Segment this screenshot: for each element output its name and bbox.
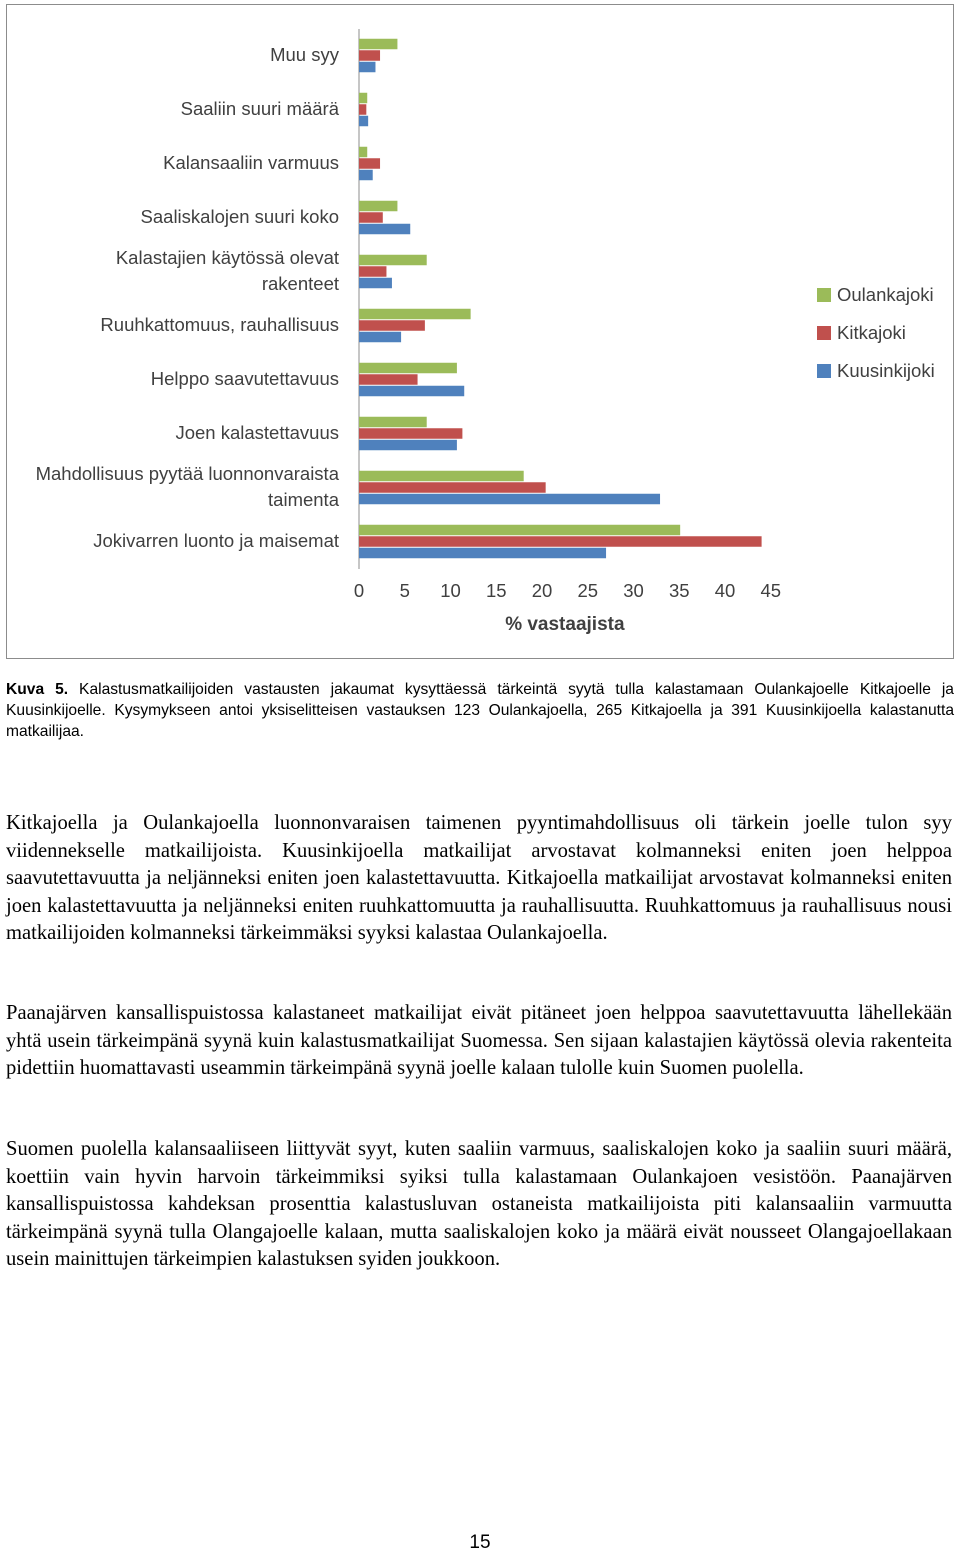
bar-kitkajoki-9: [359, 50, 380, 61]
bar-oulankajoki-3: [359, 363, 457, 374]
body-paragraph-3: Suomen puolella kalansaaliiseen liittyvät syyt, kuten saaliin varmuus, saaliskalojen koko ja saaliin suuri määrä, koettiin vain hyvin harvoin tärkeimmiksi syiksi tulla kalastamaan Oulankajoen vesistöön. Paanajärven kansallispuistossa kahdeksan prosenttia kalastusluvan ostaneista matkailijoista piti kalansaaliin varmuutta tärkeimpänä syynä tulla Olangajoelle kalaan, mutta saaliskalojen koko ja määrä eivät nousseet Olangajoellakaan usein mainittujen tärkeimpien kalastuksen syiden joukkoon.: [6, 1138, 952, 1271]
bar-oulankajoki-7: [359, 147, 367, 158]
legend-label-1: Kitkajoki: [837, 322, 906, 343]
bar-oulankajoki-4: [359, 309, 471, 320]
bar-chart: [7, 5, 955, 660]
body-paragraph-2: Paanajärven kansallispuistossa kalastaneet matkailijat eivät pitäneet joen helppoa saavutettavuutta lähellekään yhtä usein tärkeimpänä syynä kuin kalastusmatkailijat Suomessa. Sen sijaan kalastajien käytössä olevia rakenteita pidettiin huomattavasti useammin tärkeimpänä syynä joelle kalaan tulolle kuin Suomen puolella.: [6, 1002, 952, 1080]
bar-kitkajoki-6: [359, 212, 383, 223]
x-tick-label-7: 35: [668, 580, 690, 601]
bar-kuusinkijoki-9: [359, 62, 375, 73]
body-paragraph-1: Kitkajoella ja Oulankajoella luonnonvaraisen taimenen pyyntimahdollisuus oli tärkein joelle tulon syy viidennekselle matkailijoista. Kuusinkijoella matkailijat arvostavat kolmanneksi eniten joen helppoa saavutettavuutta ja neljänneksi eniten joen kalastettavuutta. Kitkajoella matkailijat arvostavat kolmanneksi eniten joen kalastettavuutta ja neljänneksi eniten ruuhkattomuutta ja rauhallisuutta. Ruuhkattomuus ja rauhallisuus nousi matkailijoiden kolmanneksi tärkeimmäksi syyksi kalastaa Oulankajoella.: [6, 812, 952, 945]
bar-kuusinkijoki-7: [359, 170, 373, 181]
legend-swatch-2: [817, 364, 831, 378]
page-number: 15: [469, 1532, 491, 1553]
caption-label: Kuva 5.: [6, 681, 69, 698]
bar-oulankajoki-1: [359, 471, 524, 482]
category-label-7: Kalansaaliin varmuus: [163, 152, 339, 173]
bar-kuusinkijoki-2: [359, 440, 457, 451]
category-label-4: Ruuhkattomuus, rauhallisuus: [100, 314, 339, 335]
bar-oulankajoki-8: [359, 93, 367, 104]
chart-frame: [6, 4, 954, 659]
x-tick-label-9: 45: [760, 580, 782, 601]
bar-oulankajoki-9: [359, 39, 397, 50]
x-tick-label-2: 10: [440, 580, 461, 601]
bar-kitkajoki-0: [359, 536, 762, 547]
bar-oulankajoki-6: [359, 201, 397, 212]
caption-text: Kalastusmatkailijoiden vastausten jakaumat kysyttäessä tärkeintä syytä tulla kalastamaan Oulankajoelle Kitkajoelle ja Kuusinkijoelle. Kysymykseen antoi yksiselitteisen vastauksen 123 Oulankajoella, 265 Kitkajoella ja 391 Kuusinkijoella kalastanutta matkailijaa.: [6, 681, 954, 740]
bar-oulankajoki-0: [359, 525, 680, 536]
category-label-5: Kalastajien käytössä olevat rakenteet: [115, 247, 339, 294]
bar-oulankajoki-5: [359, 255, 427, 266]
x-tick-label-8: 40: [714, 580, 736, 601]
legend-label-0: Oulankajoki: [837, 284, 934, 305]
legend-swatch-0: [817, 288, 831, 302]
category-label-2: Joen kalastettavuus: [175, 422, 339, 443]
bar-kitkajoki-7: [359, 158, 380, 169]
bar-kuusinkijoki-6: [359, 224, 410, 235]
category-label-6: Saaliskalojen suuri koko: [140, 206, 339, 227]
bar-kuusinkijoki-8: [359, 116, 368, 127]
bar-kitkajoki-5: [359, 266, 386, 277]
figure-caption: [6, 679, 954, 742]
bar-kuusinkijoki-1: [359, 494, 660, 505]
x-tick-label-0: 0: [353, 580, 365, 601]
category-label-9: Muu syy: [270, 44, 339, 65]
x-tick-label-6: 30: [623, 580, 644, 601]
x-tick-label-3: 15: [485, 580, 507, 601]
category-label-1: Mahdollisuus pyytää luonnonvaraista taimenta: [35, 463, 339, 510]
x-tick-label-1: 5: [399, 580, 410, 601]
bar-kitkajoki-3: [359, 374, 418, 385]
bar-kitkajoki-2: [359, 428, 462, 439]
bar-oulankajoki-2: [359, 417, 427, 428]
legend-swatch-1: [817, 326, 831, 340]
legend-label-2: Kuusinkijoki: [837, 360, 935, 381]
bar-kuusinkijoki-4: [359, 332, 401, 343]
x-axis-title: % vastaajista: [505, 614, 625, 635]
bar-kuusinkijoki-0: [359, 548, 606, 559]
bar-kuusinkijoki-5: [359, 278, 392, 289]
bar-kitkajoki-4: [359, 320, 425, 331]
bar-kitkajoki-1: [359, 482, 546, 493]
category-label-3: Helppo saavutettavuus: [150, 368, 339, 389]
bar-kitkajoki-8: [359, 104, 366, 115]
x-tick-label-5: 25: [577, 580, 599, 601]
x-tick-label-4: 20: [531, 580, 553, 601]
bar-kuusinkijoki-3: [359, 386, 464, 397]
category-label-8: Saaliin suuri määrä: [180, 98, 339, 119]
category-label-0: Jokivarren luonto ja maisemat: [93, 530, 339, 551]
